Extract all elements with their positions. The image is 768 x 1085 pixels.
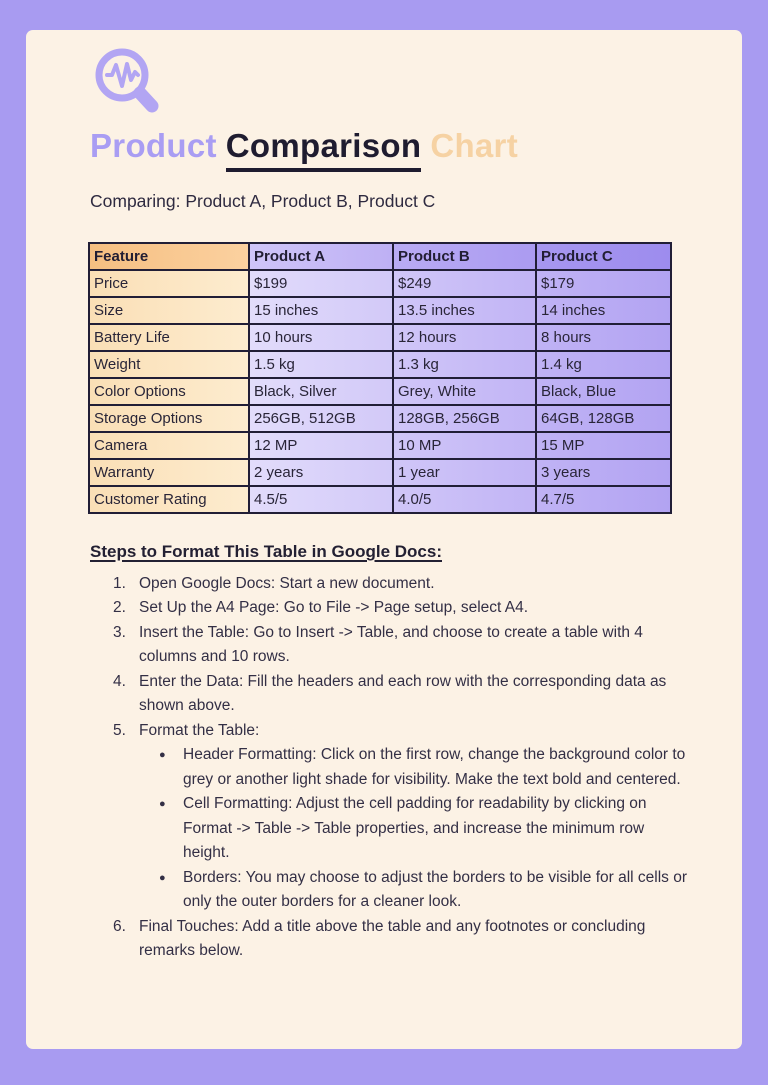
subtitle: Comparing: Product A, Product B, Product C xyxy=(90,190,436,211)
value-cell: 15 inches xyxy=(249,297,393,324)
feature-cell: Price xyxy=(89,270,249,297)
feature-cell: Storage Options xyxy=(89,405,249,432)
bullet-marker: ● xyxy=(159,749,166,762)
value-cell: 3 years xyxy=(536,459,671,486)
table-row xyxy=(89,324,671,351)
sub-step-text: Cell Formatting: Adjust the cell padding for readability by clicking on Format -> Table -> Table properties, and increase the minimum row height. xyxy=(183,795,647,862)
step-text: Format the Table: xyxy=(139,721,260,739)
value-cell: 128GB, 256GB xyxy=(393,405,536,432)
sub-step-text: Borders: You may choose to adjust the borders to be visible for all cells or only the outer borders for a cleaner look. xyxy=(183,868,688,911)
value-cell: $179 xyxy=(536,270,671,297)
document-page xyxy=(26,30,742,1049)
table-row xyxy=(89,270,671,297)
bullet-marker: ● xyxy=(159,871,166,884)
value-cell: 256GB, 512GB xyxy=(249,405,393,432)
value-cell: Black, Silver xyxy=(249,378,393,405)
feature-cell: Size xyxy=(89,297,249,324)
table-row xyxy=(89,432,671,459)
step-number: 4. xyxy=(113,672,126,690)
feature-cell: Battery Life xyxy=(89,324,249,351)
sub-step-text: Header Formatting: Click on the first row, change the background color to grey or another light shade for visibility. Make the text bold and centered. xyxy=(183,746,686,788)
step-item xyxy=(113,596,742,621)
value-cell: 14 inches xyxy=(536,297,671,324)
table-row xyxy=(89,405,671,432)
value-cell: 12 MP xyxy=(249,432,393,459)
value-cell: Black, Blue xyxy=(536,378,671,405)
step-item xyxy=(113,915,742,964)
value-cell: 2 years xyxy=(249,459,393,486)
value-cell: 64GB, 128GB xyxy=(536,405,671,432)
step-item xyxy=(113,621,742,670)
value-cell: 4.5/5 xyxy=(249,486,393,513)
step-number: 2. xyxy=(113,599,126,617)
title-word-product: Product xyxy=(90,127,217,164)
value-cell: 10 hours xyxy=(249,324,393,351)
step-number: 5. xyxy=(113,721,126,739)
magnifier-pulse-icon xyxy=(90,45,166,121)
table-row xyxy=(89,486,671,513)
step-text: Open Google Docs: Start a new document. xyxy=(139,574,435,592)
column-header: Feature xyxy=(89,243,249,270)
value-cell: 15 MP xyxy=(536,432,671,459)
table-row xyxy=(89,459,671,486)
feature-cell: Color Options xyxy=(89,378,249,405)
value-cell: 8 hours xyxy=(536,324,671,351)
value-cell: Grey, White xyxy=(393,378,536,405)
column-header: Product C xyxy=(536,243,671,270)
step-item xyxy=(113,572,742,597)
sub-step-item xyxy=(159,792,742,866)
table-row xyxy=(89,378,671,405)
steps-heading: Steps to Format This Table in Google Docs: xyxy=(90,541,442,561)
value-cell: 10 MP xyxy=(393,432,536,459)
sub-step-list xyxy=(139,743,742,915)
step-text: Final Touches: Add a title above the table and any footnotes or concluding remarks below. xyxy=(139,917,646,960)
value-cell: 13.5 inches xyxy=(393,297,536,324)
value-cell: 1 year xyxy=(393,459,536,486)
steps-list xyxy=(26,572,742,964)
value-cell: 1.3 kg xyxy=(393,351,536,378)
table-row xyxy=(89,297,671,324)
comparison-table xyxy=(88,242,672,514)
value-cell: 1.5 kg xyxy=(249,351,393,378)
value-cell: 1.4 kg xyxy=(536,351,671,378)
step-item xyxy=(113,670,742,719)
value-cell: 12 hours xyxy=(393,324,536,351)
page-title xyxy=(90,127,742,172)
title-word-comparison: Comparison xyxy=(226,127,422,172)
value-cell: $199 xyxy=(249,270,393,297)
feature-cell: Customer Rating xyxy=(89,486,249,513)
step-number: 6. xyxy=(113,917,126,935)
step-number: 1. xyxy=(113,574,126,592)
feature-cell: Warranty xyxy=(89,459,249,486)
table-header-row xyxy=(89,243,671,270)
step-item xyxy=(113,719,742,915)
value-cell: 4.0/5 xyxy=(393,486,536,513)
table-row xyxy=(89,351,671,378)
value-cell: $249 xyxy=(393,270,536,297)
feature-cell: Camera xyxy=(89,432,249,459)
feature-cell: Weight xyxy=(89,351,249,378)
title-word-chart: Chart xyxy=(430,127,518,164)
step-text: Set Up the A4 Page: Go to File -> Page setup, select A4. xyxy=(139,599,529,617)
bullet-marker: ● xyxy=(159,798,166,811)
step-text: Insert the Table: Go to Insert -> Table, and choose to create a table with 4 columns and 10 rows. xyxy=(139,623,643,666)
step-number: 3. xyxy=(113,623,126,641)
column-header: Product A xyxy=(249,243,393,270)
value-cell: 4.7/5 xyxy=(536,486,671,513)
step-text: Enter the Data: Fill the headers and each row with the corresponding data as shown above. xyxy=(139,672,667,715)
column-header: Product B xyxy=(393,243,536,270)
sub-step-item xyxy=(159,743,742,792)
sub-step-item xyxy=(159,866,742,915)
